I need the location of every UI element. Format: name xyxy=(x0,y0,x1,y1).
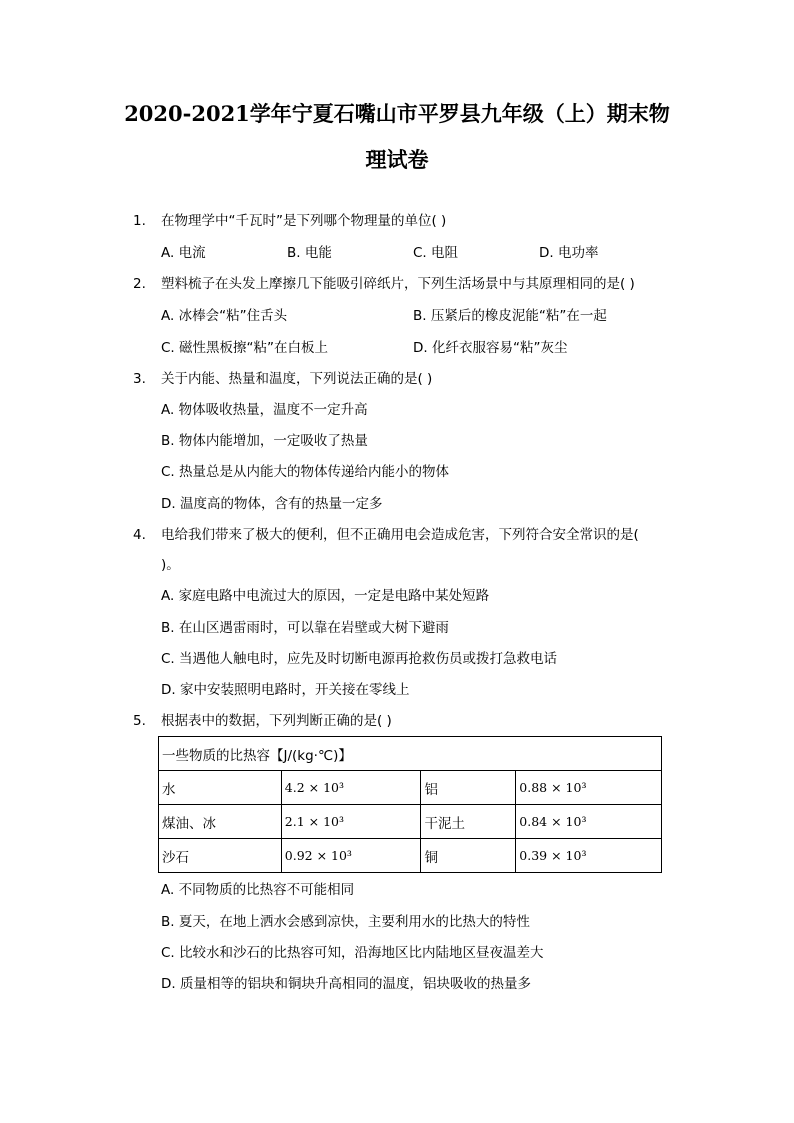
table-row xyxy=(159,805,662,839)
option-c: C. 磁性黑板擦“粘”在白板上 xyxy=(161,340,328,356)
question-text: 塑料梳子在头发上摩擦几下能吸引碎纸片，下列生活场景中与其原理相同的是( ) xyxy=(161,276,635,292)
question-text-continued: )。 xyxy=(161,557,180,573)
table-header-row xyxy=(159,737,662,771)
material-cell: 干泥土 xyxy=(421,805,516,839)
question-number: 3. xyxy=(133,371,146,387)
option-a: A. 不同物质的比热容不可能相同 xyxy=(161,882,355,898)
question-number: 5. xyxy=(133,713,146,729)
value-cell: 0.92 × 10³ xyxy=(281,839,421,873)
question-text: 电给我们带来了极大的便利，但不正确用电会造成危害，下列符合安全常识的是( xyxy=(161,527,639,543)
material-cell: 铜 xyxy=(421,839,516,873)
option-d: D. 化纤衣服容易“粘”灰尘 xyxy=(413,340,568,356)
table-header: 一些物质的比热容【J/(kg·℃)】 xyxy=(159,737,662,771)
material-cell: 水 xyxy=(159,771,282,805)
material-cell: 沙石 xyxy=(159,839,282,873)
value-cell: 0.88 × 10³ xyxy=(516,771,662,805)
value-cell: 0.84 × 10³ xyxy=(516,805,662,839)
option-d: D. 电功率 xyxy=(539,245,599,261)
option-c: C. 热量总是从内能大的物体传递给内能小的物体 xyxy=(161,464,450,480)
option-a: A. 家庭电路中电流过大的原因，一定是电路中某处短路 xyxy=(161,588,490,604)
table-row xyxy=(159,839,662,873)
value-cell: 4.2 × 10³ xyxy=(281,771,421,805)
option-a: A. 电流 xyxy=(161,245,206,261)
option-a: A. 冰棒会“粘”住舌头 xyxy=(161,308,288,324)
option-a: A. 物体吸收热量，温度不一定升高 xyxy=(161,402,368,418)
option-d: D. 家中安装照明电路时，开关接在零线上 xyxy=(161,682,410,698)
question-number: 4. xyxy=(133,527,146,543)
question-number: 2. xyxy=(133,276,146,292)
option-c: C. 比较水和沙石的比热容可知，沿海地区比内陆地区昼夜温差大 xyxy=(161,945,544,961)
option-b: B. 夏天，在地上洒水会感到凉快，主要利用水的比热大的特性 xyxy=(161,914,530,930)
option-c: C. 电阻 xyxy=(413,245,459,261)
question-text: 根据表中的数据，下列判断正确的是( ) xyxy=(161,713,392,729)
table-row xyxy=(159,771,662,805)
option-b: B. 物体内能增加，一定吸收了热量 xyxy=(161,433,368,449)
question-text: 关于内能、热量和温度，下列说法正确的是( ) xyxy=(161,371,433,387)
material-cell: 铝 xyxy=(421,771,516,805)
option-b: B. 电能 xyxy=(287,245,332,261)
value-cell: 2.1 × 10³ xyxy=(281,805,421,839)
option-b: B. 在山区遇雷雨时，可以靠在岩壁或大树下避雨 xyxy=(161,620,449,636)
option-b: B. 压紧后的橡皮泥能“粘”在一起 xyxy=(413,308,607,324)
question-number: 1. xyxy=(133,213,146,229)
option-d: D. 质量相等的铝块和铜块升高相同的温度，铝块吸收的热量多 xyxy=(161,976,531,992)
document-title-line2: 理试卷 xyxy=(365,147,429,172)
specific-heat-table xyxy=(158,736,662,873)
question-text: 在物理学中“千瓦时”是下列哪个物理量的单位( ) xyxy=(161,213,447,229)
value-cell: 0.39 × 10³ xyxy=(516,839,662,873)
option-c: C. 当遇他人触电时，应先及时切断电源再抢救伤员或拨打急救电话 xyxy=(161,651,558,667)
option-d: D. 温度高的物体，含有的热量一定多 xyxy=(161,496,383,512)
material-cell: 煤油、冰 xyxy=(159,805,282,839)
document-title-line1: 2020-2021学年宁夏石嘴山市平罗县九年级（上）期末物 xyxy=(124,101,670,126)
